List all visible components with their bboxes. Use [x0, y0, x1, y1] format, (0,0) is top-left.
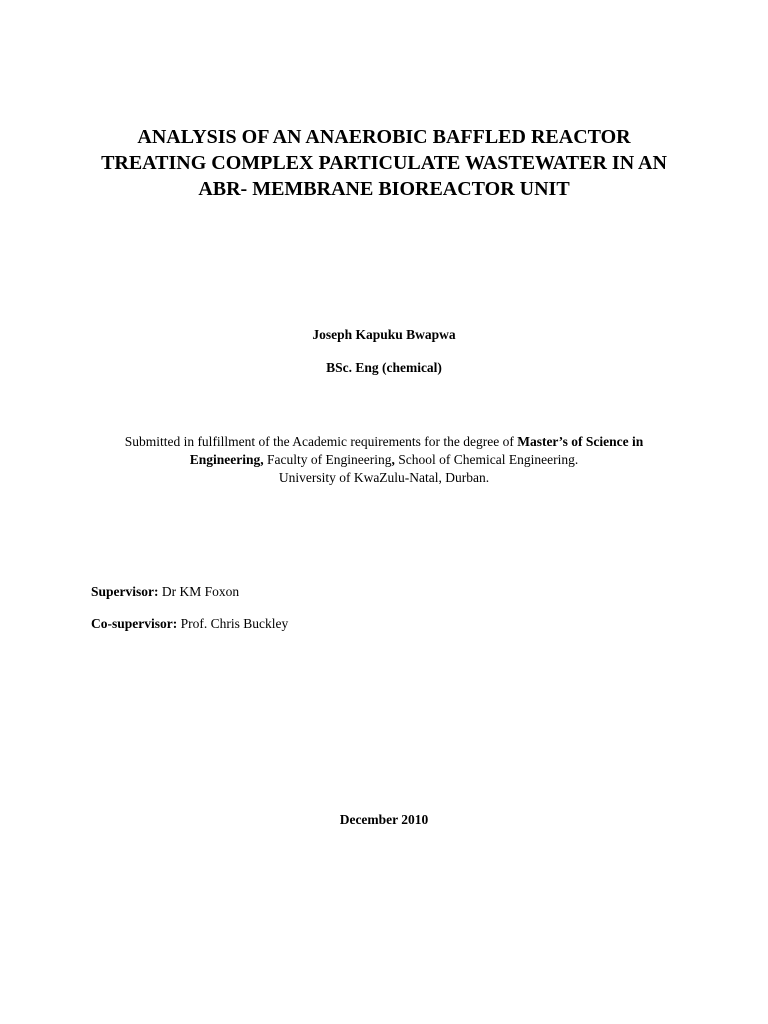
author-name: Joseph Kapuku Bwapwa: [312, 327, 456, 342]
school-name: School of Chemical Engineering.: [394, 452, 579, 467]
university-name: University of KwaZulu-Natal, Durban.: [278, 470, 490, 485]
separator-comma: ,: [391, 452, 395, 467]
submission-statement: [60, 433, 708, 487]
faculty-name: Faculty of Engineering: [263, 452, 392, 467]
thesis-title-line: ANALYSIS OF AN ANAEROBIC BAFFLED REACTOR: [137, 126, 631, 148]
submission-date: December 2010: [339, 812, 429, 827]
thesis-title: [60, 124, 708, 202]
supervisor-name: Dr KM Foxon: [158, 584, 240, 599]
submission-text: Submitted in fulfillment of the Academic requirements for the degree of: [124, 434, 518, 449]
thesis-title-line: TREATING COMPLEX PARTICULATE WASTEWATER IN AN: [101, 152, 667, 174]
supervisor-label: Supervisor:: [91, 584, 159, 599]
co-supervisor-label: Co-supervisor:: [91, 616, 178, 631]
author-degree: BSc. Eng (chemical): [326, 360, 442, 375]
degree-name: Master’s of Science in: [517, 434, 644, 449]
thesis-title-line: ABR- MEMBRANE BIOREACTOR UNIT: [198, 178, 570, 200]
submission-line-2: [60, 451, 708, 469]
co-supervisor-name: Prof. Chris Buckley: [177, 616, 289, 631]
co-supervisor: [91, 616, 288, 632]
supervisor: [91, 584, 239, 600]
degree-field: Engineering,: [189, 452, 264, 467]
submission-line-1: [60, 433, 708, 451]
